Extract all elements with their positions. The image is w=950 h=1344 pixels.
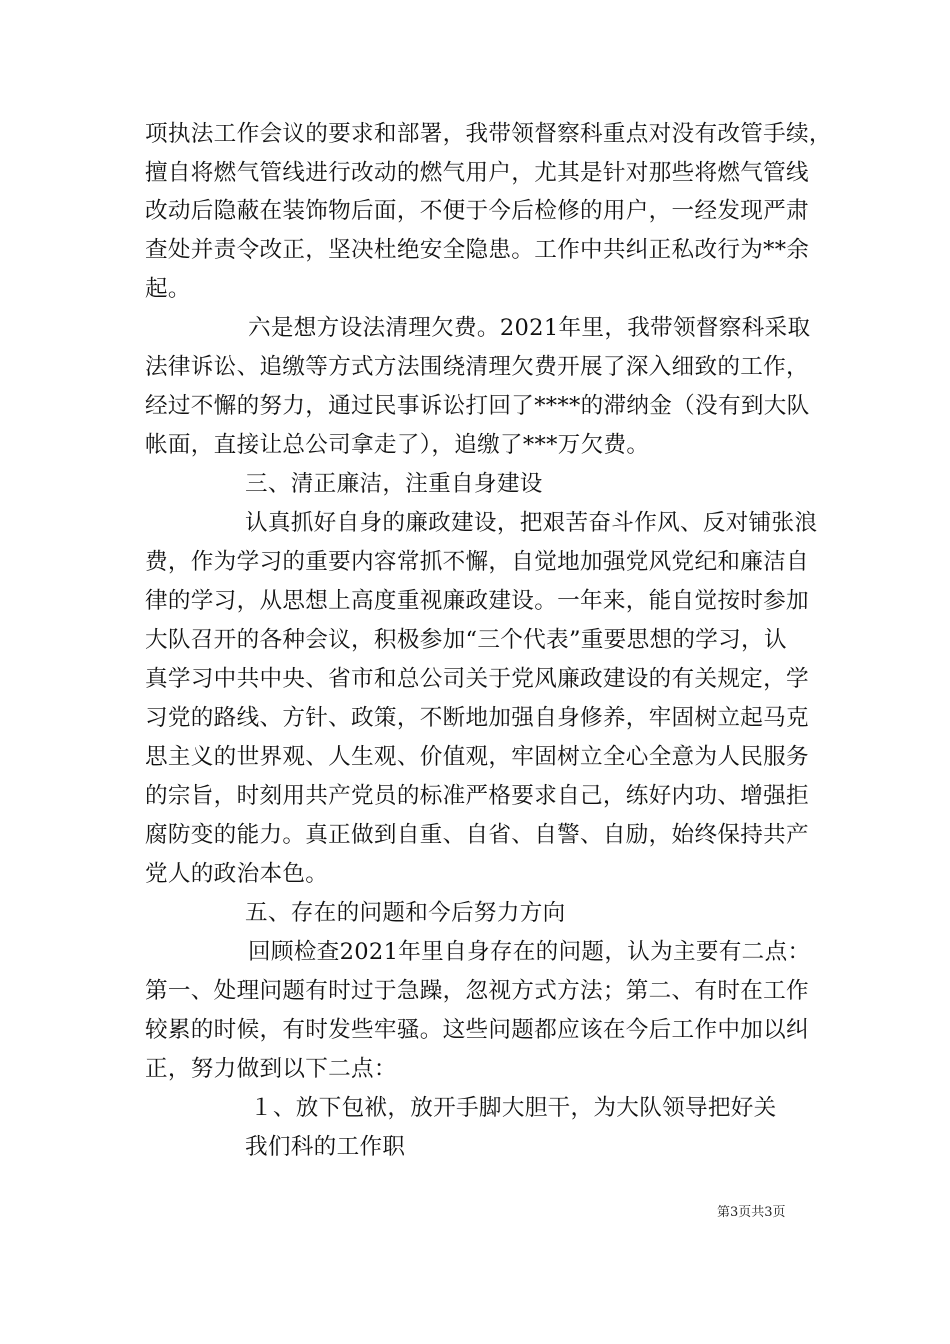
text-line: 经过不懈的努力，通过民事诉讼打回了****的滞纳金（没有到大队: [145, 393, 810, 419]
list-item: １、放下包袱，放开手脚大胆干，为大队领导把好关: [250, 1095, 777, 1121]
text-line: 项执法工作会议的要求和部署，我带领督察科重点对没有改管手续，: [145, 121, 832, 147]
text-line: 真学习中共中央、省市和总公司关于党风廉政建设的有关规定，学: [145, 666, 809, 692]
text-line: 的宗旨，时刻用共产党员的标准严格要求自己，练好内功、增强拒: [145, 783, 809, 809]
text-line: 查处并责令改正，坚决杜绝安全隐患。工作中共纠正私改行为**余: [145, 237, 810, 263]
text-line: 正，努力做到以下二点：: [145, 1056, 397, 1082]
text-line: 习党的路线、方针、政策，不断地加强自身修养，牢固树立起马克: [145, 705, 809, 731]
text-line: 腐防变的能力。真正做到自重、自省、自警、自励，始终保持共产: [145, 822, 809, 848]
paragraph-first-line: 回顾检查2021年里自身存在的问题，认为主要有二点：: [248, 939, 811, 965]
text-line: 帐面，直接让总公司拿走了），追缴了***万欠费。: [145, 432, 650, 458]
text-line: 较累的时候，有时发些牢骚。这些问题都应该在今后工作中加以纠: [145, 1017, 809, 1043]
section-heading: 五、存在的问题和今后努力方向: [245, 900, 566, 926]
text-line: 思主义的世界观、人生观、价值观，牢固树立全心全意为人民服务: [145, 744, 809, 770]
text-line: 党人的政治本色。: [145, 861, 329, 887]
paragraph-first-line: 六是想方设法清理欠费。2021年里，我带领督察科采取: [248, 315, 811, 341]
section-heading: 三、清正廉洁，注重自身建设: [245, 471, 543, 497]
text-line: 费，作为学习的重要内容常抓不懈，自觉地加强党风党纪和廉洁自: [145, 549, 809, 575]
text-line: 律的学习，从思想上高度重视廉政建设。一年来，能自觉按时参加: [145, 588, 809, 614]
text-line: 擅自将燃气管线进行改动的燃气用户，尤其是针对那些将燃气管线: [145, 160, 809, 186]
text-line: 起。: [145, 276, 191, 302]
text-line: 第一、处理问题有时过于急躁，忽视方式方法；第二、有时在工作: [145, 978, 809, 1004]
text-line: 大队召开的各种会议，积极参加“三个代表”重要思想的学习，认: [145, 627, 787, 653]
text-line: 改动后隐蔽在装饰物后面，不便于今后检修的用户，一经发现严肃: [145, 198, 809, 224]
paragraph-first-line: 认真抓好自身的廉政建设，把艰苦奋斗作风、反对铺张浪: [245, 510, 818, 536]
text-line: 我们科的工作职: [245, 1134, 406, 1160]
page-number-footer: 第3页共3页: [717, 1205, 786, 1220]
text-line: 法律诉讼、追缴等方式方法围绕清理欠费开展了深入细致的工作，: [145, 354, 809, 380]
